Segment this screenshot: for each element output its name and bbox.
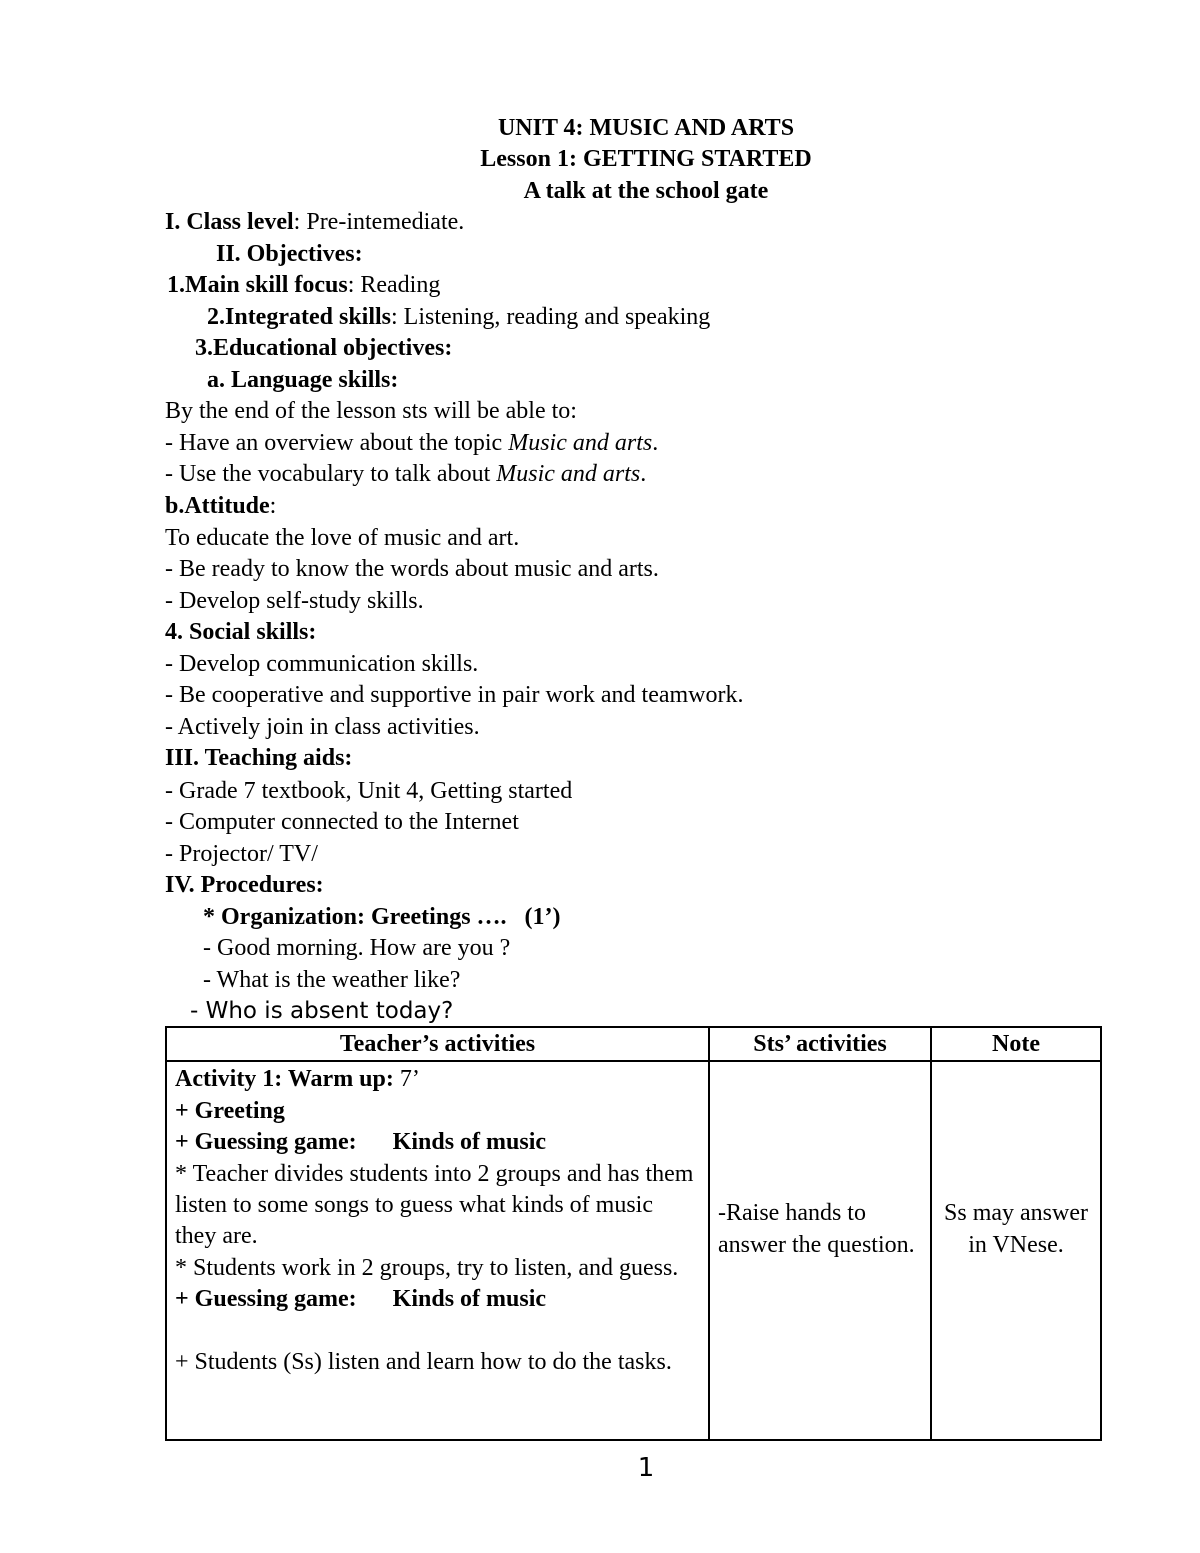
main-skill-value: : Reading <box>347 272 441 298</box>
teaching-aid-item: - Grade 7 textbook, Unit 4, Getting started <box>165 778 573 804</box>
social-skill-line: - Be cooperative and supportive in pair work and teamwork. <box>165 682 744 708</box>
teacher-instruction: * Students work in 2 groups, try to listen, and guess. <box>175 1254 679 1281</box>
main-skill-label: 1.Main skill focus <box>167 272 348 298</box>
students-activities-cell: -Raise hands to answer the question. <box>709 1061 931 1440</box>
integrated-skills-label: 2.Integrated skills <box>207 304 392 330</box>
integrated-skills <box>207 302 710 333</box>
teacher-instruction: * Teacher divides students into 2 groups and has them listen to some songs to guess what kinds of music they are. <box>175 1160 694 1250</box>
page-number: 1 <box>637 1453 655 1483</box>
guessing-game-item: + Guessing game: Kinds of music <box>175 1129 547 1156</box>
attitude-line: To educate the love of music and art. <box>165 525 520 551</box>
column-header-students: Sts’ activities <box>709 1027 931 1061</box>
absent-question: - Who is absent today? <box>190 998 454 1024</box>
lesson-subtitle: A talk at the school gate <box>523 178 769 204</box>
table-header-row <box>166 1027 1101 1061</box>
language-skills-heading: a. Language skills: <box>207 367 399 393</box>
main-skill <box>167 270 440 301</box>
attitude-line: - Develop self-study skills. <box>165 588 424 614</box>
objectives-heading: II. Objectives: <box>216 241 363 267</box>
lesson-title: Lesson 1: GETTING STARTED <box>480 146 812 172</box>
topic-name: Music and arts <box>508 430 653 456</box>
class-level <box>165 207 464 238</box>
social-skills-heading: 4. Social skills: <box>165 619 317 645</box>
unit-title: UNIT 4: MUSIC AND ARTS <box>497 115 795 141</box>
educational-objectives-heading: 3.Educational objectives: <box>195 335 453 361</box>
table-row <box>166 1061 1101 1440</box>
teaching-aids-heading: III. Teaching aids: <box>165 745 353 771</box>
procedures-heading: IV. Procedures: <box>165 872 324 898</box>
organization-line: * Organization: Greetings …. (1’) <box>203 904 561 930</box>
attitude-heading: b.Attitude: <box>165 493 277 519</box>
column-header-note: Note <box>931 1027 1101 1061</box>
objective-item-1: - Have an overview about the topic Music and arts. <box>165 430 659 456</box>
social-skill-line: - Develop communication skills. <box>165 651 479 677</box>
column-header-teacher: Teacher’s activities <box>166 1027 709 1061</box>
teacher-activities-cell <box>166 1061 709 1440</box>
class-level-label: I. Class level <box>165 209 294 235</box>
greeting-question: - Good morning. How are you ? <box>203 935 511 961</box>
greeting-question: - What is the weather like? <box>203 967 461 993</box>
students-instruction: + Students (Ss) listen and learn how to do the tasks. <box>175 1349 672 1376</box>
guessing-game-item: + Guessing game: Kinds of music <box>175 1286 547 1313</box>
activities-table <box>165 1026 1102 1441</box>
objective-item-2: - Use the vocabulary to talk about Music and arts. <box>165 461 647 487</box>
teaching-aid-item: - Computer connected to the Internet <box>165 809 519 835</box>
greeting-item: + Greeting <box>175 1097 285 1124</box>
integrated-skills-value: : Listening, reading and speaking <box>391 304 711 330</box>
activity-label: Activity 1: Warm up: <box>175 1066 394 1093</box>
objectives-intro: By the end of the lesson sts will be able to: <box>165 398 577 424</box>
topic-name: Music and arts <box>496 461 641 487</box>
class-level-value: : Pre-intemediate. <box>293 209 465 235</box>
teaching-aid-item: - Projector/ TV/ <box>165 841 318 867</box>
note-cell: Ss may answer in VNese. <box>931 1061 1101 1440</box>
attitude-line: - Be ready to know the words about music and arts. <box>165 556 659 582</box>
activity-time: 7’ <box>393 1066 420 1093</box>
social-skill-line: - Actively join in class activities. <box>165 714 480 740</box>
